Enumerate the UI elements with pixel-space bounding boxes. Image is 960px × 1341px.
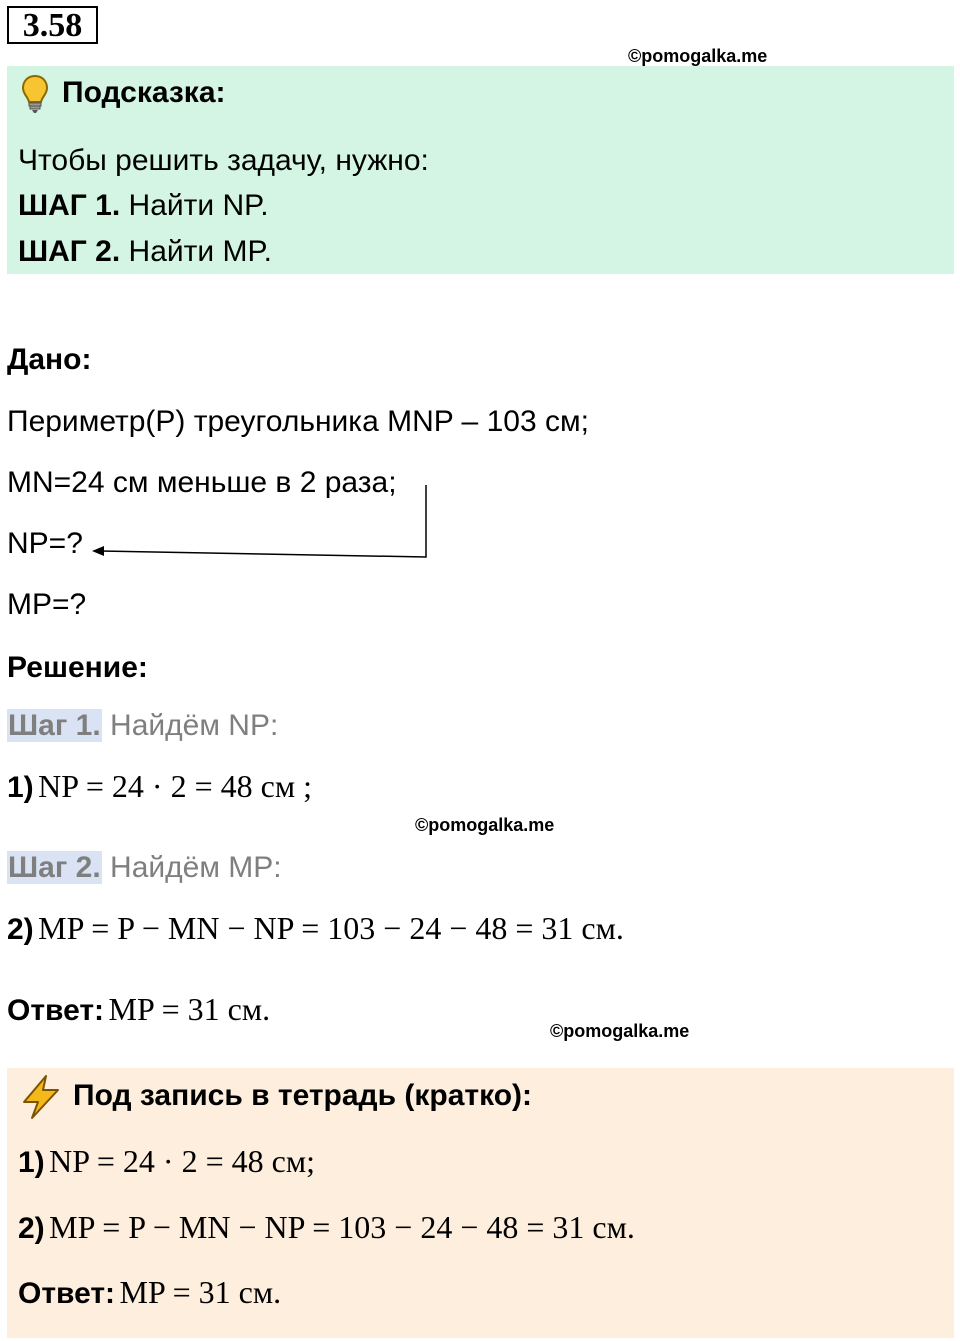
relation-arrow (0, 0, 960, 600)
hint-step-label: ШАГ 1. (18, 189, 121, 222)
solution-line-1 (7, 768, 312, 805)
watermark: ©pomogalka.me (628, 46, 768, 66)
given-line: Периметр(P) треугольника MNP – 103 см; (7, 405, 589, 438)
math-expression: MP = 31 см. (108, 991, 271, 1027)
step-text: Найдём NP: (101, 709, 279, 742)
task-number: 3.58 (7, 6, 98, 44)
step-text: Найдём MP: (101, 851, 282, 884)
answer-label: Ответ: (18, 1277, 116, 1310)
step-badge: Шаг 2. (8, 851, 101, 884)
math-expression: MP = P − MN − NP = 103 − 24 − 48 = 31 см. (38, 910, 624, 946)
math-expression: NP = 24 · 2 = 48 см; (49, 1143, 315, 1179)
hint-step-text: Найти NP. (120, 189, 269, 222)
given-line: NP=? (7, 527, 83, 560)
math-expression: MP = 31 см. (119, 1274, 282, 1310)
solution-step-1 (7, 709, 278, 743)
lightning-icon (20, 1074, 62, 1120)
math-expression: MP = P − MN − NP = 103 − 24 − 48 = 31 см. (49, 1209, 635, 1245)
given-line: MN=24 см меньше в 2 раза; (7, 466, 397, 499)
solution-answer (7, 991, 270, 1028)
given-line: MP=? (7, 588, 87, 621)
math-expression: NP = 24 · 2 = 48 см ; (38, 768, 312, 804)
step-badge: Шаг 1. (8, 709, 101, 742)
line-number: 2) (7, 913, 34, 946)
solution-step-2 (7, 851, 282, 885)
hint-intro: Чтобы решить задачу, нужно: (18, 144, 429, 177)
hint-step-text: Найти MP. (120, 235, 272, 268)
watermark: ©pomogalka.me (415, 815, 555, 835)
solution-line-2 (7, 910, 624, 947)
answer-label: Ответ: (7, 994, 105, 1027)
notebook-answer (18, 1274, 281, 1311)
notebook-title: Под запись в тетрадь (кратко): (73, 1079, 533, 1112)
line-number: 1) (7, 771, 34, 804)
solution-heading: Решение: (7, 651, 148, 684)
given-heading: Дано: (7, 343, 92, 376)
notebook-line-2 (18, 1209, 635, 1246)
notebook-line-1 (18, 1143, 315, 1180)
watermark: ©pomogalka.me (550, 1021, 690, 1041)
line-number: 1) (18, 1146, 45, 1179)
hint-step-label: ШАГ 2. (18, 235, 121, 268)
line-number: 2) (18, 1212, 45, 1245)
hint-title: Подсказка: (62, 76, 226, 109)
